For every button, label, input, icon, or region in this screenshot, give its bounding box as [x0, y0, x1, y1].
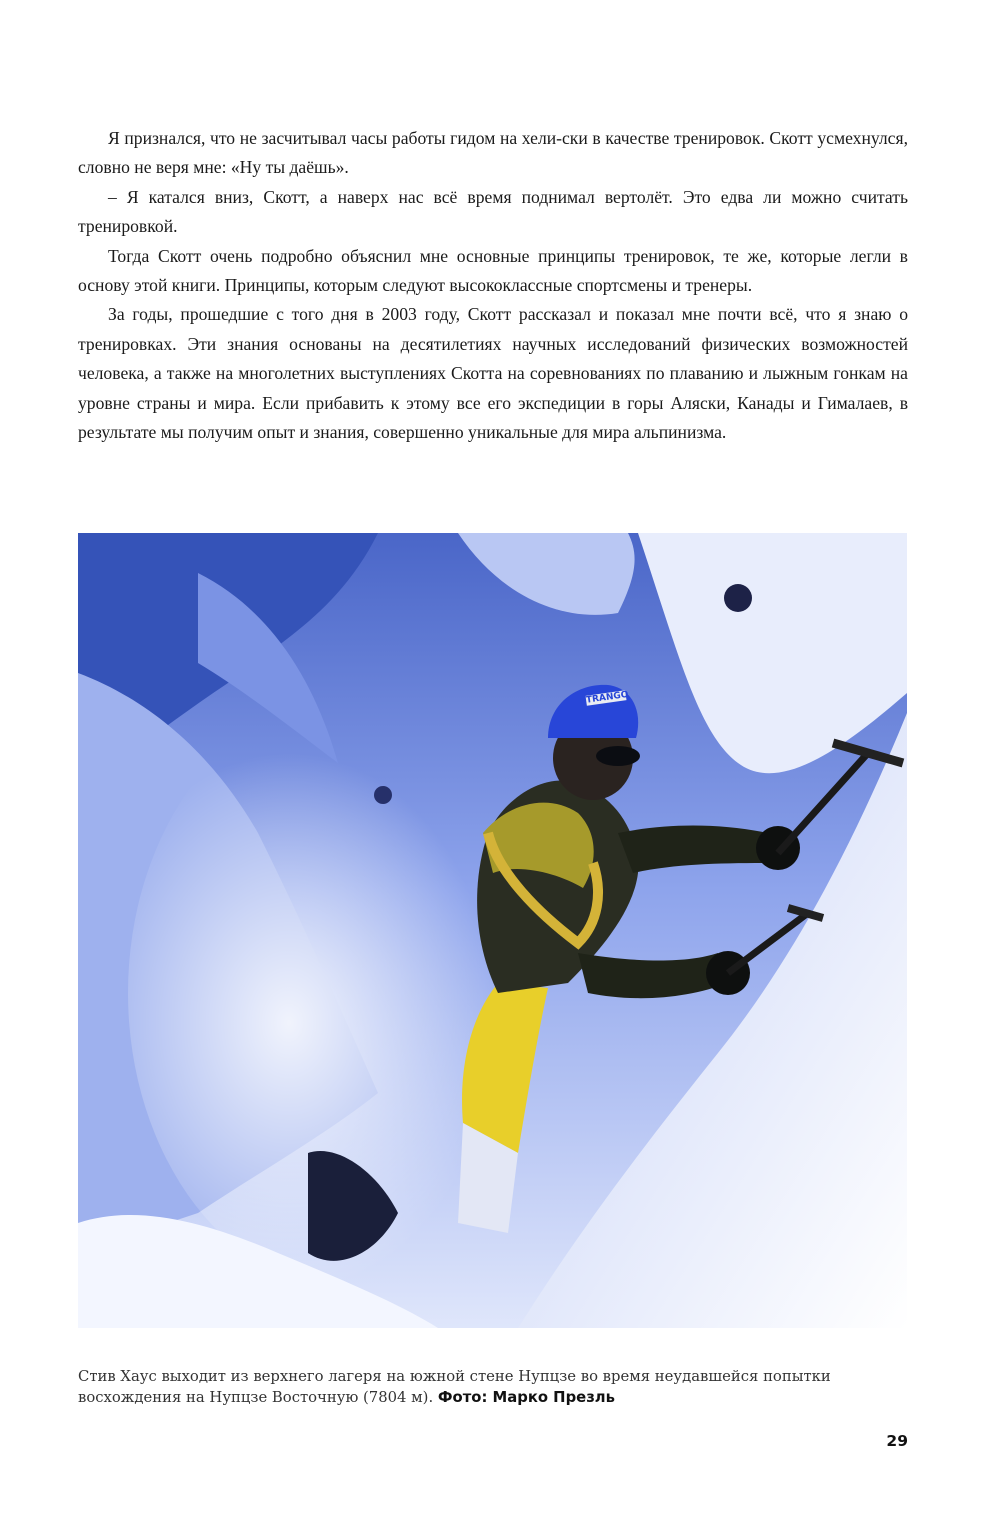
hat-logo-text: TRANGO [585, 689, 630, 706]
caption-text: Стив Хаус выходит из верхнего лагеря на южной стене Нупцзе во время неудавшейся попытки восхождения на Нупцзе Восточную (7804 м). [78, 1368, 831, 1406]
paragraph-2: – Я катался вниз, Скотт, а наверх нас всё время поднимал вертолёт. Это едва ли можно считать тренировкой. [78, 186, 908, 237]
body-text [78, 124, 908, 447]
paragraph-1: Я признался, что не засчитывал часы работы гидом на хели-ски в качестве тренировок. Скотт усмехнулся, словно не веря мне: «Ну ты даёшь». [78, 128, 908, 178]
page-number: 29 [886, 1432, 908, 1450]
paragraph-3: Тогда Скотт очень подробно объяснил мне основные принципы тренировок, те же, которые легли в основу этой книги. Принципы, которым следуют высококлассные спортсмены и тренеры. [78, 245, 908, 296]
photo-caption [78, 1366, 908, 1408]
photo-credit: Фото: Марко Презль [437, 1389, 615, 1406]
climber-illustration [78, 533, 907, 1328]
paragraph-4: За годы, прошедшие с того дня в 2003 году, Скотт рассказал и показал мне почти всё, что я знаю о тренировках. Эти знания основаны на десятилетиях научных исследований физических возможностей человека, а также на многолетних выступлениях Скотта на соревнованиях по плаванию и лыжным гонкам на уровне страны и мира. Если прибавить к этому все его экспедиции в горы Аляски, Канады и Гималаев, в результате мы получим опыт и знания, совершенно уникальные для мира альпинизма. [78, 304, 908, 443]
climber-photo [78, 533, 907, 1328]
